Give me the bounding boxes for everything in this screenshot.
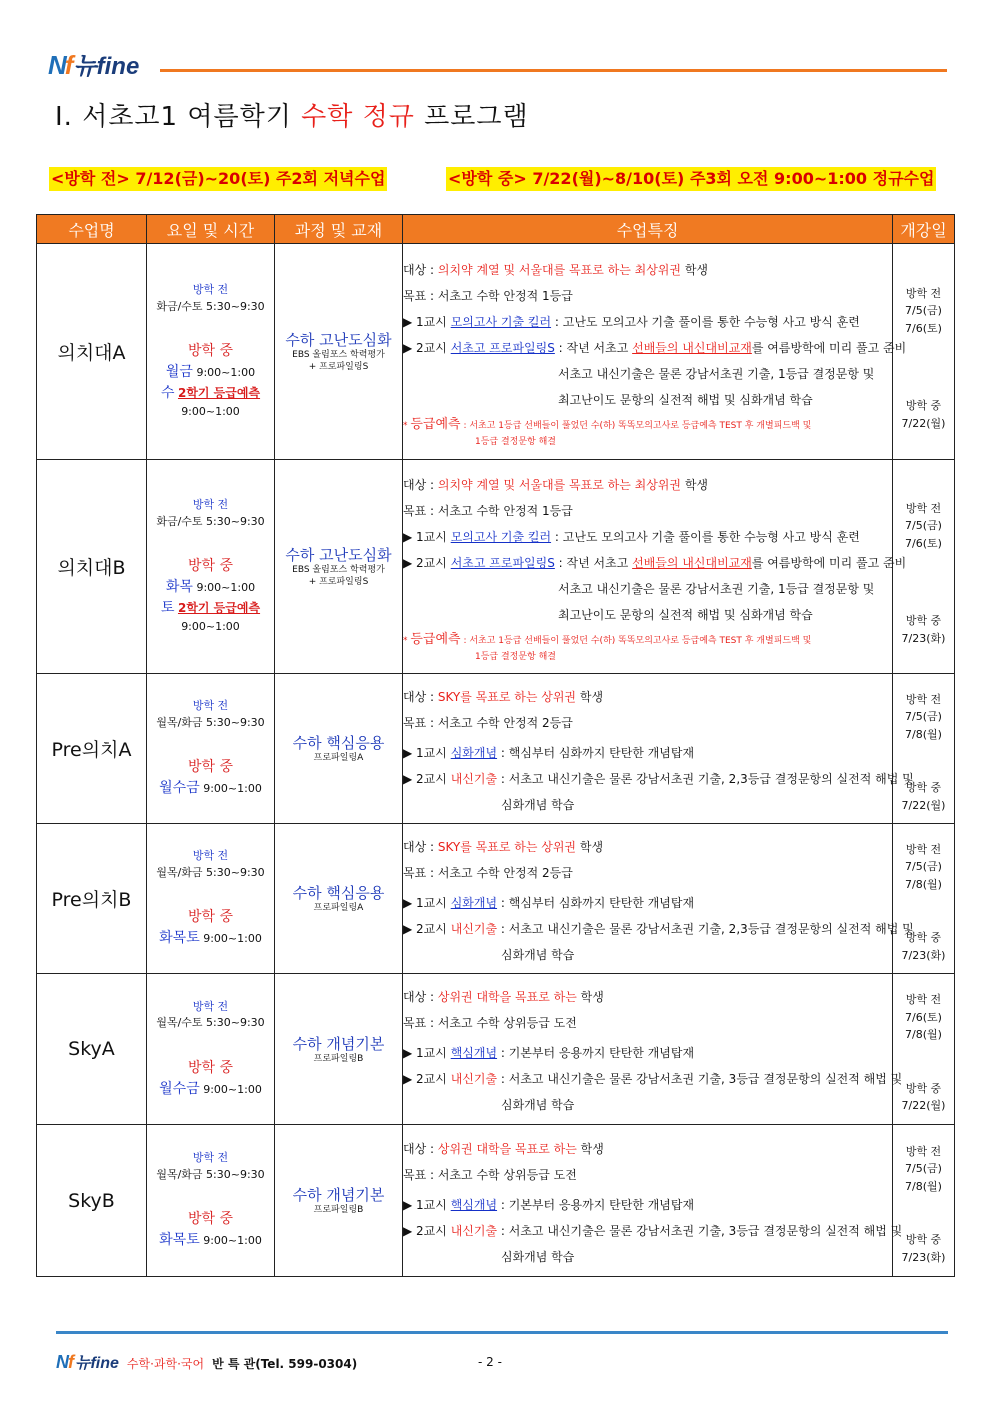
open-date-2: 7/8(월) [905, 1028, 942, 1042]
open-date-2: 7/6(토) [905, 321, 942, 335]
open-date-2: 7/8(월) [905, 1179, 942, 1193]
during-time: 9:00~1:00 [203, 1082, 262, 1096]
course-title: 수하 핵심응용 [292, 734, 385, 753]
open-during-label: 방학 중 [905, 931, 942, 945]
period2-line2: 심화개념 학습 [501, 797, 575, 812]
banner-before-vacation: <방학 전> 7/12(금)~20(토) 주2회 저녁수업 [49, 167, 387, 191]
open-date-1: 7/5(금) [905, 519, 942, 533]
open-date-3: 7/23(화) [901, 631, 946, 645]
features-cell [403, 244, 907, 460]
before-time: 화금/수토 5:30~9:30 [156, 514, 265, 528]
footer-logo [56, 1350, 357, 1373]
period2-line2: 서초고 내신기출은 물론 강남서초권 기출, 1등급 결정문항 및 [558, 582, 875, 596]
before-time: 월목/화금 5:30~9:30 [156, 865, 265, 879]
open-date-3: 7/23(화) [901, 948, 946, 962]
grade-prediction-note: * 등급예측 : 서초고 1등급 선배들이 풀었던 수(하) 똑똑모의고사로 등급예측 TEST 후 개별피드백 및 1등급 결정문항 해결 [403, 417, 812, 447]
open-before-label: 방학 전 [905, 842, 942, 856]
logo-text: 뉴fine [73, 53, 140, 80]
period2-line: ▶ 2교시 내신기출 : 서초고 내신기출은 물론 강남서초권 기출, 3등급 결정문항의 실전적 해법 및 [403, 1072, 903, 1086]
open-date-1: 7/5(금) [905, 860, 942, 874]
period1-line: ▶ 1교시 심화개념 : 핵심부터 심화까지 탄탄한 개념탑재 [403, 895, 695, 910]
schedule-cell [147, 974, 275, 1125]
class-name: SkyA [37, 974, 147, 1125]
class-name: 의치대B [37, 460, 147, 674]
period2-line: ▶ 2교시 내신기출 : 서초고 내신기출은 물론 강남서초권 기출, 3등급 결정문항의 실전적 해법 및 [403, 1223, 903, 1238]
during-days: 월금 [165, 364, 193, 381]
course-book: 프로파일링B [313, 1053, 364, 1064]
period1-line: ▶ 1교시 핵심개념 : 기본부터 응용까지 탄탄한 개념탑재 [403, 1046, 695, 1060]
schedule-cell [147, 460, 275, 674]
open-before-label: 방학 전 [905, 692, 942, 706]
during-label: 방학 중 [187, 909, 234, 925]
course-book: EBS 올림포스 학력평가 [292, 350, 385, 361]
target-line: 대상 : 상위권 대학을 목표로 하는 학생 [403, 990, 604, 1004]
col-header-course: 과정 및 교재 [275, 215, 403, 244]
class-name: SkyB [37, 1125, 147, 1277]
period2-line2: 심화개념 학습 [501, 947, 575, 962]
before-time: 월목/화금 5:30~9:30 [156, 1167, 265, 1181]
schedule-cell [147, 674, 275, 824]
open-date-3: 7/23(화) [901, 1250, 946, 1264]
before-label: 방학 전 [192, 699, 229, 712]
table-header-row [37, 215, 955, 244]
extra-day: 토 [160, 600, 175, 617]
course-book: EBS 올림포스 학력평가 [292, 565, 385, 576]
course-book-extra: + 프로파일링S [308, 362, 369, 372]
table-row [37, 244, 955, 460]
open-date-cell [893, 674, 955, 824]
table-row [37, 974, 955, 1125]
features-cell [403, 674, 914, 824]
extra-label: 2학기 등급예측 [177, 386, 261, 401]
before-time: 화금/수토 5:30~9:30 [156, 299, 265, 313]
extra-day: 수 [160, 385, 175, 402]
course-cell [275, 244, 403, 460]
during-time: 9:00~1:00 [196, 366, 256, 380]
course-title: 수하 개념기본 [292, 1186, 385, 1205]
page-title: Ⅰ. 서초고1 여름학기 수학 정규 프로그램 [55, 102, 529, 132]
period2-line: ▶ 2교시 내신기출 : 서초고 내신기출은 물론 강남서초권 기출, 2,3등급 결정문항의 실전적 해법 및 [403, 921, 914, 936]
before-label: 방학 전 [192, 849, 229, 862]
open-date-cell [893, 1125, 955, 1277]
during-label: 방학 중 [187, 558, 234, 575]
goal-line: 목표 : 서초고 수학 안정적 2등급 [403, 715, 573, 730]
open-date-2: 7/8(월) [905, 727, 942, 741]
before-label: 방학 전 [192, 283, 229, 297]
features-cell [403, 1125, 903, 1277]
banner-during-vacation: <방학 중> 7/22(월)~8/10(토) 주3회 오전 9:00~1:00 정규수업 [446, 167, 936, 191]
course-book-extra: + 프로파일링S [308, 577, 369, 587]
col-header-class: 수업명 [37, 215, 147, 244]
period2-line2: 심화개념 학습 [501, 1249, 575, 1264]
table-row [37, 460, 955, 674]
before-label: 방학 전 [192, 1151, 229, 1164]
during-time: 9:00~1:00 [203, 782, 262, 795]
brand-logo [48, 46, 139, 81]
schedule-cell [147, 824, 275, 974]
features-cell [403, 460, 907, 674]
course-title: 수하 고난도심화 [285, 331, 392, 350]
period2-line: ▶ 2교시 서초고 프로파일링S : 작년 서초고 선배들의 내신대비교재를 여름방학에 미리 풀고 준비 [403, 556, 907, 570]
table-row [37, 674, 955, 824]
during-time: 9:00~1:00 [196, 581, 256, 595]
col-header-features: 수업특징 [403, 215, 893, 244]
open-during-label: 방학 중 [905, 399, 942, 413]
period1-line: ▶ 1교시 모의고사 기출 킬러 : 고난도 모의고사 기출 풀이를 통한 수능형 사고 방식 훈련 [403, 530, 860, 544]
course-cell [275, 824, 403, 974]
footer-logo-mark: Nf [56, 1352, 73, 1372]
open-date-cell [893, 824, 955, 974]
period2-line: ▶ 2교시 내신기출 : 서초고 내신기출은 물론 강남서초권 기출, 2,3등급 결정문항의 실전적 해법 및 [403, 771, 914, 786]
footer-logo-text: 뉴fine [75, 1355, 119, 1372]
target-line: 대상 : 상위권 대학을 목표로 하는 학생 [403, 1141, 604, 1156]
features-cell [403, 974, 903, 1125]
course-cell [275, 974, 403, 1125]
open-date-3: 7/22(월) [901, 798, 946, 812]
before-time: 월목/화금 5:30~9:30 [156, 715, 265, 729]
target-line: 대상 : SKY를 목표로 하는 상위권 학생 [403, 839, 604, 854]
extra-time: 9:00~1:00 [181, 405, 240, 419]
open-before-label: 방학 전 [905, 501, 942, 515]
footer-branch: 반 특 관(Tel. 599-0304) [212, 1357, 358, 1371]
open-during-label: 방학 중 [905, 614, 942, 628]
open-before-label: 방학 전 [905, 286, 942, 300]
target-line: 대상 : 의치약 계열 및 서울대를 목표로 하는 최상위권 학생 [403, 263, 708, 277]
goal-line: 목표 : 서초고 수학 안정적 2등급 [403, 865, 573, 880]
period2-line3: 최고난이도 문항의 실전적 해법 및 심화개념 학습 [558, 608, 813, 622]
target-line: 대상 : 의치약 계열 및 서울대를 목표로 하는 최상위권 학생 [403, 478, 708, 492]
period1-line: ▶ 1교시 심화개념 : 핵심부터 심화까지 탄탄한 개념탑재 [403, 745, 695, 760]
goal-line: 목표 : 서초고 수학 안정적 1등급 [403, 504, 573, 518]
course-title: 수하 개념기본 [292, 1034, 385, 1053]
period1-line: ▶ 1교시 모의고사 기출 킬러 : 고난도 모의고사 기출 풀이를 통한 수능형 사고 방식 훈련 [403, 315, 860, 329]
class-name: Pre의치A [37, 674, 147, 824]
goal-line: 목표 : 서초고 수학 안정적 1등급 [403, 289, 573, 303]
course-book: 프로파일링A [313, 753, 364, 764]
course-book: 프로파일링A [313, 903, 364, 914]
during-time: 9:00~1:00 [203, 932, 262, 945]
course-book: 프로파일링B [313, 1205, 364, 1216]
period1-line: ▶ 1교시 핵심개념 : 기본부터 응용까지 탄탄한 개념탑재 [403, 1197, 695, 1212]
period2-line2: 서초고 내신기출은 물론 강남서초권 기출, 1등급 결정문항 및 [558, 367, 875, 381]
goal-line: 목표 : 서초고 수학 상위등급 도전 [403, 1167, 577, 1182]
open-date-2: 7/8(월) [905, 877, 942, 891]
open-date-1: 7/5(금) [905, 1162, 942, 1176]
schedule-cell [147, 244, 275, 460]
period2-line: ▶ 2교시 서초고 프로파일링S : 작년 서초고 선배들의 내신대비교재를 여름방학에 미리 풀고 준비 [403, 341, 907, 355]
during-days: 화목토 [159, 1232, 200, 1248]
course-title: 수하 고난도심화 [285, 546, 392, 565]
during-label: 방학 중 [187, 343, 234, 360]
open-during-label: 방학 중 [905, 1233, 942, 1247]
open-date-1: 7/6(토) [905, 1010, 942, 1024]
open-date-1: 7/5(금) [905, 304, 942, 318]
footer-subjects: 수학·과학·국어 [126, 1357, 205, 1371]
extra-time: 9:00~1:00 [181, 620, 240, 634]
during-label: 방학 중 [187, 759, 234, 775]
open-date-3: 7/22(월) [901, 1099, 946, 1113]
table-row [37, 824, 955, 974]
open-during-label: 방학 중 [905, 1081, 942, 1095]
open-date-3: 7/22(월) [901, 416, 946, 430]
course-cell [275, 1125, 403, 1277]
schedule-cell [147, 1125, 275, 1277]
features-cell [403, 824, 914, 974]
course-cell [275, 460, 403, 674]
during-time: 9:00~1:00 [203, 1234, 262, 1247]
course-cell [275, 674, 403, 824]
grade-prediction-note: * 등급예측 : 서초고 1등급 선배들이 풀었던 수(하) 똑똑모의고사로 등급예측 TEST 후 개별피드백 및 1등급 결정문항 해결 [403, 632, 812, 662]
open-before-label: 방학 전 [905, 993, 942, 1007]
before-label: 방학 전 [192, 999, 229, 1013]
open-during-label: 방학 중 [905, 781, 942, 795]
program-table [36, 214, 955, 1277]
col-header-open-date: 개강일 [893, 215, 955, 244]
period2-line2: 심화개념 학습 [501, 1098, 575, 1112]
open-before-label: 방학 전 [905, 1144, 942, 1158]
course-title: 수하 핵심응용 [292, 884, 385, 903]
before-time: 월목/수토 5:30~9:30 [156, 1016, 265, 1029]
during-days: 화목토 [159, 930, 200, 946]
during-days: 월수금 [159, 1080, 200, 1097]
open-date-cell [893, 974, 955, 1125]
during-days: 월수금 [159, 780, 200, 796]
header-divider [160, 69, 947, 72]
class-name: Pre의치B [37, 824, 147, 974]
open-date-1: 7/5(금) [905, 710, 942, 724]
during-label: 방학 중 [187, 1059, 234, 1076]
during-label: 방학 중 [187, 1211, 234, 1227]
target-line: 대상 : SKY를 목표로 하는 상위권 학생 [403, 689, 604, 704]
logo-mark: Nf [48, 50, 72, 80]
page-number: - 2 - [478, 1355, 502, 1369]
period2-line3: 최고난이도 문항의 실전적 해법 및 심화개념 학습 [558, 393, 813, 407]
before-label: 방학 전 [192, 498, 229, 512]
class-name: 의치대A [37, 244, 147, 460]
table-row [37, 1125, 955, 1277]
goal-line: 목표 : 서초고 수학 상위등급 도전 [403, 1016, 577, 1030]
during-days: 화목 [165, 579, 193, 596]
open-date-2: 7/6(토) [905, 536, 942, 550]
extra-label: 2학기 등급예측 [177, 601, 261, 616]
col-header-time: 요일 및 시간 [147, 215, 275, 244]
footer-divider [56, 1331, 948, 1334]
